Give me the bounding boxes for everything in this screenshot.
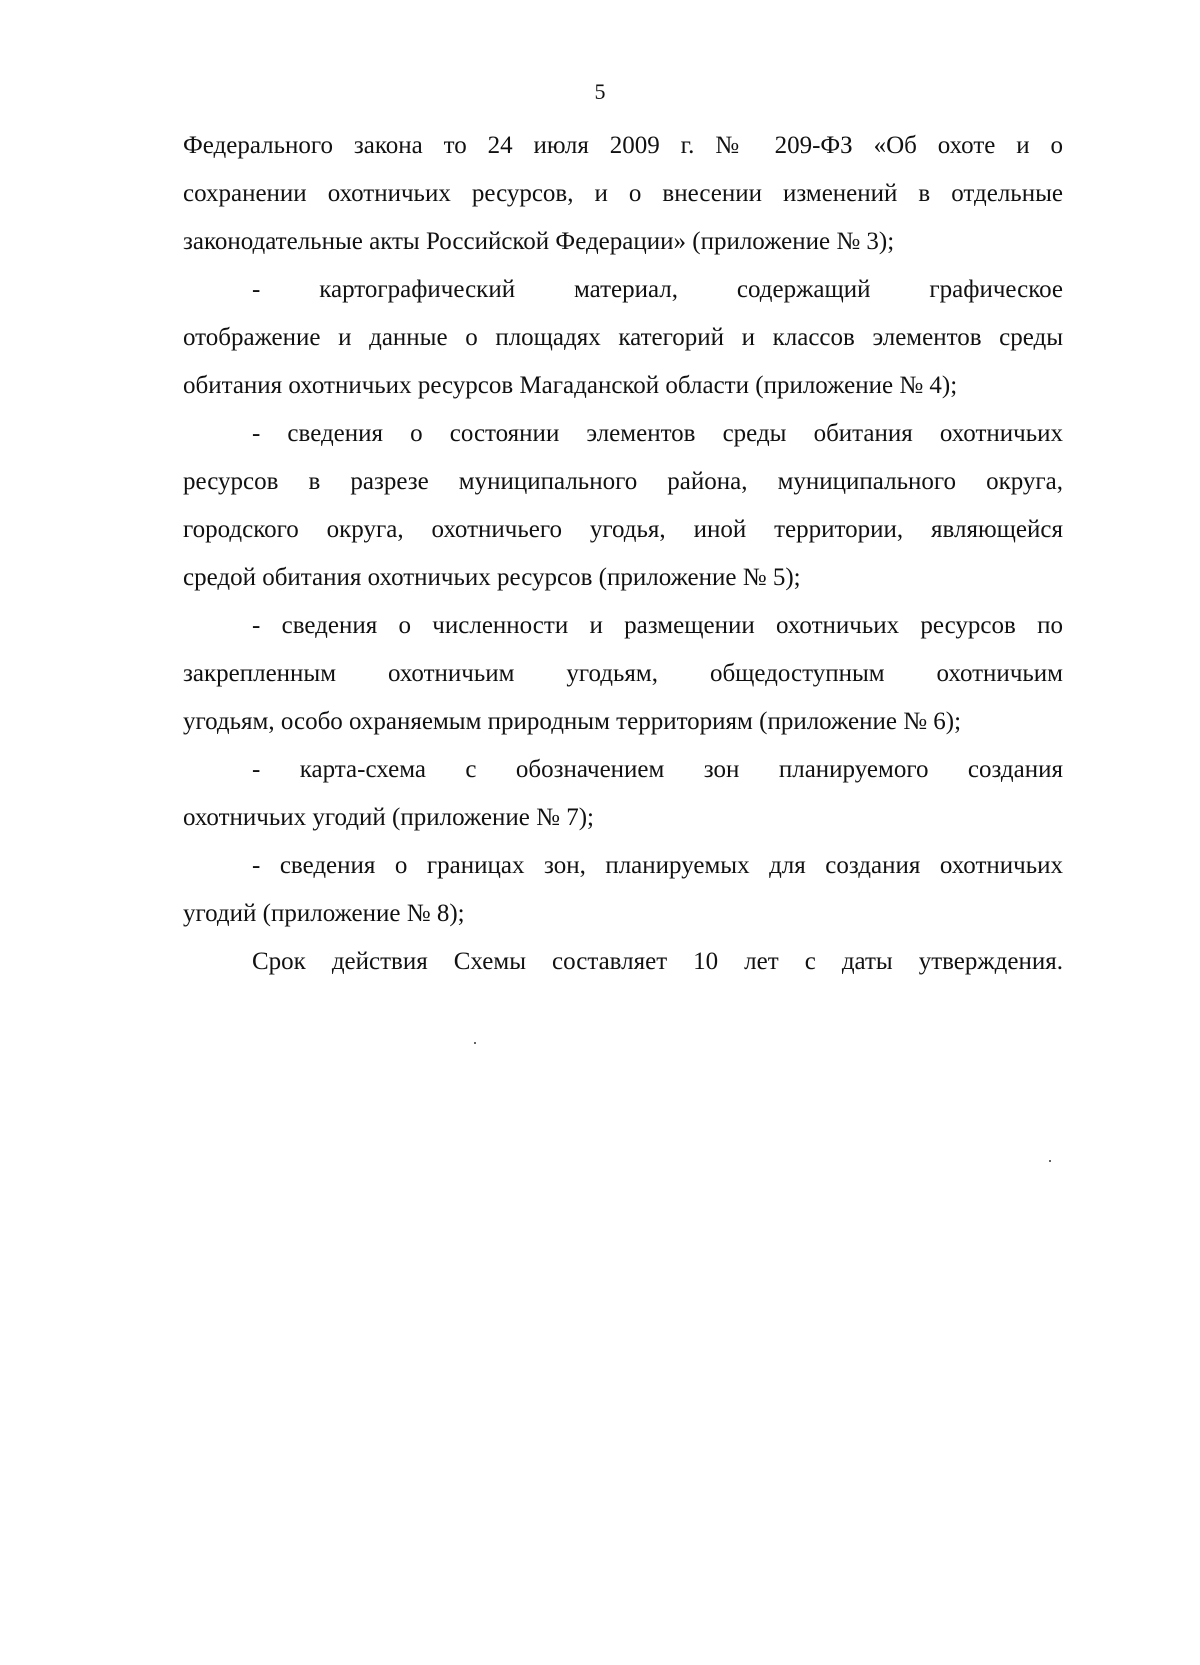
text-line: угодий (приложение № 8); bbox=[183, 900, 465, 927]
scan-speck bbox=[474, 1042, 476, 1044]
paragraph-validity-term bbox=[183, 938, 1063, 986]
text-line: обитания охотничьих ресурсов Магаданской области (приложение № 4); bbox=[183, 372, 958, 399]
text-line: средой обитания охотничьих ресурсов (приложение № 5); bbox=[183, 564, 801, 591]
text-line: ресурсов в разрезе муниципального района, муниципального округа, bbox=[183, 468, 1063, 495]
paragraph-law-reference bbox=[183, 122, 1063, 266]
paragraph-habitat-state bbox=[183, 410, 1063, 602]
text-line: - карта-схема с обозначением зон планируемого создания bbox=[252, 756, 1063, 783]
text-line: сохранении охотничьих ресурсов, и о внесении изменений в отдельные bbox=[183, 180, 1063, 207]
document-body bbox=[183, 122, 1063, 986]
text-line: Срок действия Схемы составляет 10 лет с даты утверждения. bbox=[252, 948, 1063, 975]
text-line: охотничьих угодий (приложение № 7); bbox=[183, 804, 594, 831]
paragraph-zone-borders bbox=[183, 842, 1063, 938]
text-line: - картографический материал, содержащий графическое bbox=[252, 276, 1063, 303]
text-line: - сведения о границах зон, планируемых для создания охотничьих bbox=[252, 852, 1063, 879]
text-line: законодательные акты Российской Федерации» (приложение № 3); bbox=[183, 228, 895, 255]
text-line: - сведения о численности и размещении охотничьих ресурсов по bbox=[252, 612, 1063, 639]
text-line: городского округа, охотничьего угодья, иной территории, являющейся bbox=[183, 516, 1063, 543]
page-number: 5 bbox=[594, 79, 606, 104]
text-line: отображение и данные о площадях категорий и классов элементов среды bbox=[183, 324, 1063, 351]
paragraph-cartographic-material bbox=[183, 266, 1063, 410]
text-line: - сведения о состоянии элементов среды обитания охотничьих bbox=[252, 420, 1063, 447]
text-line: закрепленным охотничьим угодьям, общедоступным охотничьим bbox=[183, 660, 1063, 687]
text-line: угодьям, особо охраняемым природным территориям (приложение № 6); bbox=[183, 708, 962, 735]
scan-speck bbox=[1049, 1160, 1051, 1162]
paragraph-resource-numbers bbox=[183, 602, 1063, 746]
paragraph-zone-map bbox=[183, 746, 1063, 842]
text-line: Федерального закона то 24 июля 2009 г. № 209-ФЗ «Об охоте и о bbox=[183, 132, 1063, 159]
